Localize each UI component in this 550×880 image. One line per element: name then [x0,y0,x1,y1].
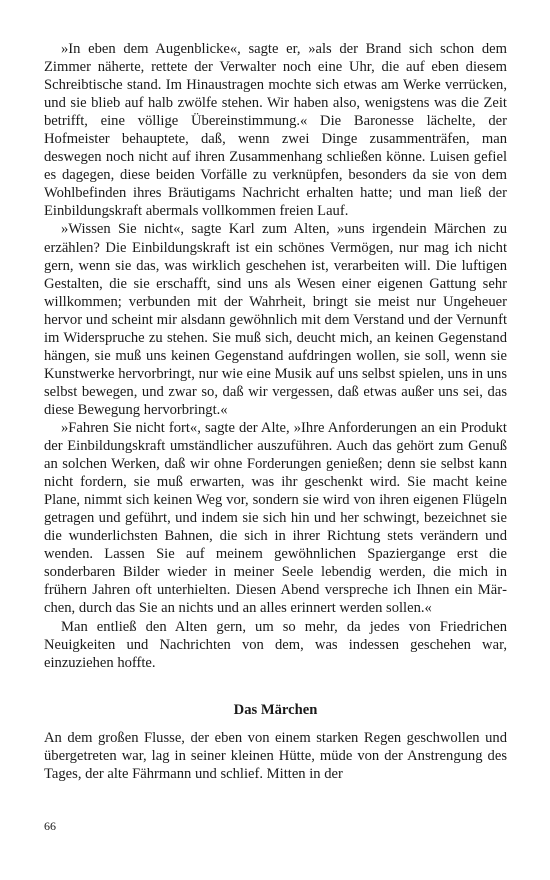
paragraph-2: »Wissen Sie nicht«, sagte Karl zum Alten, »uns irgendein Märchen zu erzählen? Die Einbildungskraft ist ein schönes Vermögen, nur mag ich nicht gern, wenn sie das, was wirklich geschehen ist, verarbeiten will. Die luftigen Gestalten, die sie erschafft, sind uns als Wesen einer eigenen Gattung sehr willkommen; verbunden mit der Wahrheit, bringt sie meist nur Ungeheuer hervor und scheint mir alsdann gewöhnlich mit dem Verstand und der Vernunft im Widerspruche zu stehen. Sie muß sich, deucht mich, an keinen Gegenstand hängen, sie muß uns keinen Gegenstand aufdringen wollen, sie soll, wenn sie Kunstwerke hervorbringt, nur wie eine Musik auf uns selbst spielen, uns in uns selbst bewegen, und zwar so, daß wir vergessen, daß etwas außer uns sei, das diese Bewegung hervorbringt.« [44,221,507,418]
paragraph-4: Man entließ den Alten gern, um so mehr, da jedes von Friedrichen Neuigkeiten und Nachrichten von dem, was indessen geschehen war, einzuziehen hoffte. [44,618,507,671]
paragraph-1: »In eben dem Augenblicke«, sagte er, »als der Brand sich schon dem Zimmer näherte, rettete der Verwalter noch eine Uhr, die auf eben diesem Schreibtische stand. Im Hinaustragen mochte sich etwas am Werke verrücken, und sie blieb auf halb zwölfe stehen. Wir haben also, wenigstens was die Zeit betrifft, eine völlige Übereinstimmung.« Die Baronesse lächelte, der Hofmeister behauptete, daß, wenn zwei Dinge zusammenträfen, man deswegen noch nicht auf ihren Zusammenhang schließen könne. Luisen gefiel es dagegen, diese beiden Vorfälle zu verknüpfen, besonders da sie von dem Wohlbefinden ihres Bräutigams Nachricht erhalten hatte; und man ließ der Einbildungskraft abermals vollkommen freien Lauf. [44,41,507,220]
chapter-heading: Das Märchen [233,701,318,718]
body-text [44,40,507,783]
page-number: 66 [44,819,56,833]
paragraph-3: »Fahren Sie nicht fort«, sagte der Alte, »Ihre Anforderungen an ein Produkt der Einbildungskraft umständlicher auszuführen. Auch das gehört zum Genuß an solchen Werken, daß wir ohne Forderungen genießen; denn sie selbst kann nicht fordern, sie muß erwarten, was ihr geschenkt wird. Sie macht keine Plane, nimmt sich keinen Weg vor, sondern sie wird von ihren eigenen Flügeln getragen und geführt, und indem sie sich hin und her schwingt, bezeichnet sie die wunderlichsten Bahnen, die sich in ihrer Richtung stets verändern und wenden. Lassen Sie auf meinem gewöhnlichen Spaziergange erst die sonderbaren Bilder wieder in meiner Seele lebendig werden, die mich in frühern Jahren oft unterhielten. Diesen Abend verspreche ich Ihnen ein Märchen, durch das Sie an nichts und an alles erinnert werden sollen.« [44,419,507,617]
chapter-first-paragraph: An dem großen Flusse, der eben von einem starken Regen geschwollen und übergetreten war, lag in seiner kleinen Hütte, müde von der Anstrengung des Tages, der alte Fährmann und schlief. Mitten in der [44,729,507,782]
